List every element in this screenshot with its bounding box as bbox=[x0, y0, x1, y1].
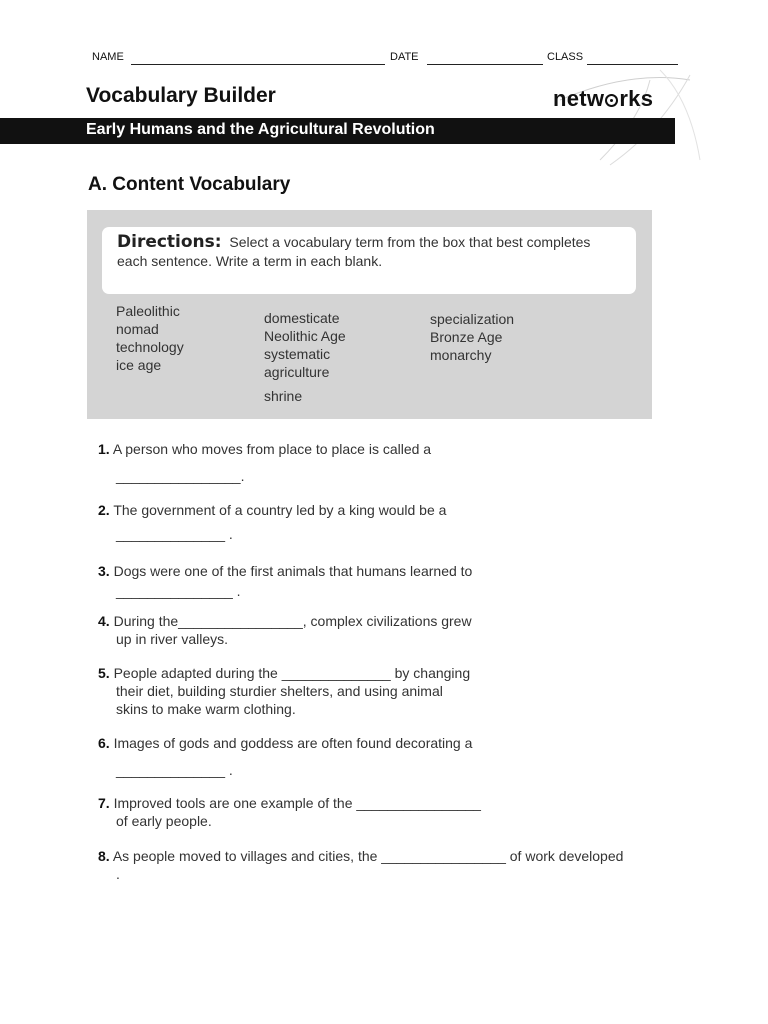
class-label: CLASS bbox=[547, 51, 584, 63]
answer-blank[interactable]: ______________ . bbox=[116, 526, 233, 542]
term: agriculture bbox=[264, 364, 330, 380]
question-5: 5. People adapted during the ______________ by changing their diet, building sturdier shelters, and using animal skins to make warm clothing. bbox=[98, 665, 471, 717]
term: systematic bbox=[264, 346, 331, 362]
name-label: NAME bbox=[92, 51, 124, 63]
question-6: 6. Images of gods and goddess are often found decorating a ______________ . bbox=[98, 734, 688, 779]
directions-text: Select a vocabulary term from the box that best completes each sentence. Write a term in each blank. bbox=[117, 234, 591, 269]
term: nomad bbox=[116, 321, 159, 337]
answer-blank[interactable]: ________________. bbox=[116, 468, 245, 484]
section-heading: A. Content Vocabulary bbox=[88, 174, 291, 195]
term: domesticate bbox=[264, 310, 340, 326]
question-1: 1. A person who moves from place to place is called a ________________. bbox=[98, 440, 688, 485]
term: ice age bbox=[116, 357, 162, 373]
name-field[interactable] bbox=[131, 64, 385, 65]
term: specialization bbox=[430, 311, 515, 327]
term-list-1 bbox=[116, 302, 184, 374]
term: Bronze Age bbox=[430, 329, 503, 345]
page-title: Vocabulary Builder bbox=[86, 84, 276, 107]
answer-blank[interactable]: _______________ . bbox=[116, 583, 241, 599]
directions bbox=[117, 233, 617, 271]
term-list-3 bbox=[430, 310, 514, 364]
networks-logo: netw rks bbox=[553, 86, 654, 111]
term: monarchy bbox=[430, 347, 492, 363]
term-list-2 bbox=[264, 309, 346, 405]
question-4: 4. During the________________, complex civilizations grew up in river valleys. bbox=[98, 613, 472, 647]
term: Neolithic Age bbox=[264, 328, 346, 344]
question-8: 8. As people moved to villages and cities, the ________________ of work developed . bbox=[98, 848, 624, 882]
question-2: 2. The government of a country led by a king would be a ______________ . bbox=[98, 501, 688, 543]
question-3: 3. Dogs were one of the first animals that humans learned to _______________ . bbox=[98, 562, 688, 600]
directions-heading: Directions: bbox=[117, 232, 222, 252]
term: shrine bbox=[264, 388, 303, 404]
answer-blank[interactable]: ______________ . bbox=[116, 762, 233, 778]
logo-circle-icon bbox=[605, 94, 618, 107]
swoosh-decoration bbox=[540, 60, 740, 170]
chapter-title: Early Humans and the Agricultural Revolution bbox=[86, 121, 435, 138]
term: Paleolithic bbox=[116, 303, 180, 319]
question-7: 7. Improved tools are one example of the ________________ of early people. bbox=[98, 795, 481, 829]
term: technology bbox=[116, 339, 184, 355]
date-field[interactable] bbox=[427, 64, 543, 65]
date-label: DATE bbox=[390, 51, 419, 63]
